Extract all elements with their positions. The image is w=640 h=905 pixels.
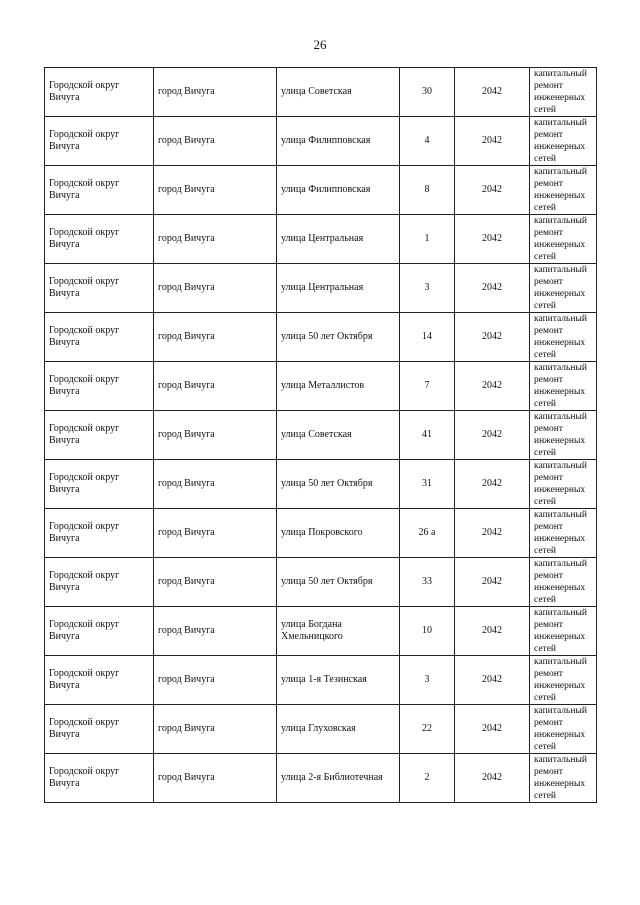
year-cell: [455, 68, 530, 117]
district-cell-text: Городской округ Вичуга: [49, 374, 120, 397]
district-cell-text: Городской округ Вичуга: [49, 325, 120, 348]
house-number-cell-text: 1: [424, 233, 430, 244]
year-cell-text: 2042: [482, 527, 502, 538]
house-number-cell-text: 22: [422, 723, 432, 734]
city-cell-text: город Вичуга: [158, 282, 215, 293]
table-row: [45, 509, 597, 558]
house-number-cell-text: 10: [422, 625, 432, 636]
year-cell-text: 2042: [482, 135, 502, 146]
year-cell-text: 2042: [482, 233, 502, 244]
district-cell: [45, 460, 154, 509]
table-row: [45, 264, 597, 313]
work-type-cell: [530, 558, 597, 607]
year-cell-text: 2042: [482, 723, 502, 734]
street-cell-text: улица Центральная: [281, 282, 364, 293]
city-cell: [154, 215, 277, 264]
table-body: [45, 68, 597, 803]
district-cell: [45, 313, 154, 362]
city-cell: [154, 460, 277, 509]
city-cell-text: город Вичуга: [158, 674, 215, 685]
year-cell-text: 2042: [482, 282, 502, 293]
work-type-cell: [530, 313, 597, 362]
house-number-cell-text: 3: [424, 674, 430, 685]
city-cell-text: город Вичуга: [158, 625, 215, 636]
house-number-cell-text: 26 а: [418, 527, 436, 538]
street-cell-text: улица Богдана Хмельницкого: [281, 619, 343, 642]
city-cell-text: город Вичуга: [158, 478, 215, 489]
table-row: [45, 166, 597, 215]
district-cell: [45, 117, 154, 166]
district-cell-text: Городской округ Вичуга: [49, 276, 120, 299]
repair-schedule-table: [44, 67, 597, 803]
street-cell: [277, 607, 400, 656]
house-number-cell-text: 3: [424, 282, 430, 293]
street-cell: [277, 264, 400, 313]
street-cell: [277, 705, 400, 754]
district-cell: [45, 411, 154, 460]
city-cell-text: город Вичуга: [158, 233, 215, 244]
table-row: [45, 460, 597, 509]
district-cell-text: Городской округ Вичуга: [49, 227, 120, 250]
street-cell: [277, 460, 400, 509]
house-number-cell: [400, 313, 455, 362]
city-cell: [154, 754, 277, 803]
work-type-cell-text: капитальный ремонт инженерных сетей: [534, 265, 587, 311]
district-cell: [45, 509, 154, 558]
house-number-cell: [400, 215, 455, 264]
table-row: [45, 411, 597, 460]
house-number-cell: [400, 754, 455, 803]
year-cell-text: 2042: [482, 576, 502, 587]
street-cell: [277, 68, 400, 117]
table-row: [45, 558, 597, 607]
street-cell-text: улица Глуховская: [281, 723, 356, 734]
district-cell-text: Городской округ Вичуга: [49, 129, 120, 152]
house-number-cell: [400, 117, 455, 166]
work-type-cell: [530, 215, 597, 264]
city-cell-text: город Вичуга: [158, 184, 215, 195]
city-cell-text: город Вичуга: [158, 772, 215, 783]
year-cell: [455, 754, 530, 803]
district-cell-text: Городской округ Вичуга: [49, 668, 120, 691]
work-type-cell-text: капитальный ремонт инженерных сетей: [534, 510, 587, 556]
year-cell: [455, 607, 530, 656]
city-cell: [154, 509, 277, 558]
street-cell-text: улица Покровского: [281, 527, 363, 538]
work-type-cell: [530, 509, 597, 558]
work-type-cell: [530, 754, 597, 803]
year-cell: [455, 117, 530, 166]
district-cell: [45, 68, 154, 117]
house-number-cell-text: 14: [422, 331, 432, 342]
year-cell: [455, 705, 530, 754]
house-number-cell: [400, 460, 455, 509]
street-cell: [277, 117, 400, 166]
work-type-cell-text: капитальный ремонт инженерных сетей: [534, 461, 587, 507]
street-cell-text: улица 1-я Тезинская: [281, 674, 367, 685]
street-cell-text: улица Советская: [281, 86, 352, 97]
city-cell-text: город Вичуга: [158, 527, 215, 538]
city-cell: [154, 166, 277, 215]
year-cell-text: 2042: [482, 429, 502, 440]
city-cell: [154, 313, 277, 362]
city-cell-text: город Вичуга: [158, 576, 215, 587]
street-cell: [277, 411, 400, 460]
table-row: [45, 607, 597, 656]
year-cell-text: 2042: [482, 674, 502, 685]
street-cell: [277, 166, 400, 215]
house-number-cell-text: 2: [424, 772, 430, 783]
table-row: [45, 754, 597, 803]
house-number-cell: [400, 166, 455, 215]
house-number-cell: [400, 68, 455, 117]
house-number-cell-text: 4: [424, 135, 430, 146]
district-cell: [45, 754, 154, 803]
district-cell-text: Городской округ Вичуга: [49, 619, 120, 642]
house-number-cell-text: 33: [422, 576, 432, 587]
work-type-cell-text: капитальный ремонт инженерных сетей: [534, 167, 587, 213]
street-cell-text: улица Советская: [281, 429, 352, 440]
district-cell-text: Городской округ Вичуга: [49, 570, 120, 593]
work-type-cell: [530, 656, 597, 705]
work-type-cell-text: капитальный ремонт инженерных сетей: [534, 69, 587, 115]
street-cell: [277, 313, 400, 362]
district-cell: [45, 362, 154, 411]
year-cell: [455, 656, 530, 705]
work-type-cell: [530, 460, 597, 509]
house-number-cell-text: 31: [422, 478, 432, 489]
work-type-cell: [530, 607, 597, 656]
year-cell-text: 2042: [482, 380, 502, 391]
table-row: [45, 68, 597, 117]
street-cell-text: улица Филипповская: [281, 184, 371, 195]
year-cell-text: 2042: [482, 772, 502, 783]
work-type-cell-text: капитальный ремонт инженерных сетей: [534, 657, 587, 703]
district-cell: [45, 215, 154, 264]
street-cell-text: улица Металлистов: [281, 380, 365, 391]
work-type-cell-text: капитальный ремонт инженерных сетей: [534, 216, 587, 262]
district-cell-text: Городской округ Вичуга: [49, 521, 120, 544]
work-type-cell-text: капитальный ремонт инженерных сетей: [534, 559, 587, 605]
city-cell: [154, 411, 277, 460]
year-cell-text: 2042: [482, 184, 502, 195]
district-cell: [45, 705, 154, 754]
table-row: [45, 705, 597, 754]
work-type-cell-text: капитальный ремонт инженерных сетей: [534, 118, 587, 164]
table-row: [45, 117, 597, 166]
house-number-cell: [400, 607, 455, 656]
work-type-cell-text: капитальный ремонт инженерных сетей: [534, 363, 587, 409]
city-cell: [154, 656, 277, 705]
city-cell: [154, 558, 277, 607]
city-cell-text: город Вичуга: [158, 380, 215, 391]
year-cell: [455, 460, 530, 509]
year-cell-text: 2042: [482, 625, 502, 636]
city-cell-text: город Вичуга: [158, 86, 215, 97]
work-type-cell-text: капитальный ремонт инженерных сетей: [534, 706, 587, 752]
house-number-cell: [400, 509, 455, 558]
work-type-cell-text: капитальный ремонт инженерных сетей: [534, 314, 587, 360]
work-type-cell: [530, 362, 597, 411]
city-cell: [154, 68, 277, 117]
page-number: 26: [313, 37, 327, 52]
work-type-cell: [530, 166, 597, 215]
district-cell-text: Городской округ Вичуга: [49, 717, 120, 740]
street-cell-text: улица 50 лет Октября: [281, 576, 373, 587]
street-cell: [277, 215, 400, 264]
city-cell-text: город Вичуга: [158, 723, 215, 734]
work-type-cell: [530, 264, 597, 313]
city-cell: [154, 264, 277, 313]
year-cell-text: 2042: [482, 331, 502, 342]
street-cell: [277, 754, 400, 803]
work-type-cell: [530, 68, 597, 117]
district-cell-text: Городской округ Вичуга: [49, 766, 120, 789]
city-cell-text: город Вичуга: [158, 429, 215, 440]
house-number-cell: [400, 362, 455, 411]
street-cell: [277, 656, 400, 705]
city-cell-text: город Вичуга: [158, 135, 215, 146]
year-cell: [455, 362, 530, 411]
district-cell: [45, 607, 154, 656]
house-number-cell-text: 30: [422, 86, 432, 97]
table-row: [45, 313, 597, 362]
street-cell-text: улица 50 лет Октября: [281, 478, 373, 489]
work-type-cell: [530, 411, 597, 460]
house-number-cell: [400, 411, 455, 460]
year-cell: [455, 411, 530, 460]
district-cell-text: Городской округ Вичуга: [49, 178, 120, 201]
street-cell-text: улица Филипповская: [281, 135, 371, 146]
house-number-cell: [400, 705, 455, 754]
street-cell: [277, 509, 400, 558]
house-number-cell-text: 8: [424, 184, 430, 195]
year-cell: [455, 215, 530, 264]
street-cell-text: улица 50 лет Октября: [281, 331, 373, 342]
year-cell-text: 2042: [482, 478, 502, 489]
work-type-cell: [530, 117, 597, 166]
table-row: [45, 656, 597, 705]
city-cell-text: город Вичуга: [158, 331, 215, 342]
table-row: [45, 362, 597, 411]
year-cell: [455, 166, 530, 215]
street-cell: [277, 558, 400, 607]
work-type-cell-text: капитальный ремонт инженерных сетей: [534, 755, 587, 801]
city-cell: [154, 117, 277, 166]
house-number-cell: [400, 264, 455, 313]
house-number-cell: [400, 558, 455, 607]
year-cell: [455, 313, 530, 362]
work-type-cell-text: капитальный ремонт инженерных сетей: [534, 608, 587, 654]
street-cell: [277, 362, 400, 411]
district-cell: [45, 558, 154, 607]
year-cell-text: 2042: [482, 86, 502, 97]
work-type-cell-text: капитальный ремонт инженерных сетей: [534, 412, 587, 458]
house-number-cell-text: 41: [422, 429, 432, 440]
city-cell: [154, 705, 277, 754]
house-number-cell: [400, 656, 455, 705]
work-type-cell: [530, 705, 597, 754]
district-cell-text: Городской округ Вичуга: [49, 80, 120, 103]
district-cell-text: Городской округ Вичуга: [49, 423, 120, 446]
year-cell: [455, 509, 530, 558]
district-cell: [45, 166, 154, 215]
house-number-cell-text: 7: [424, 380, 430, 391]
district-cell: [45, 656, 154, 705]
district-cell: [45, 264, 154, 313]
table-row: [45, 215, 597, 264]
year-cell: [455, 558, 530, 607]
street-cell-text: улица 2-я Библиотечная: [281, 772, 383, 783]
year-cell: [455, 264, 530, 313]
city-cell: [154, 362, 277, 411]
city-cell: [154, 607, 277, 656]
street-cell-text: улица Центральная: [281, 233, 364, 244]
district-cell-text: Городской округ Вичуга: [49, 472, 120, 495]
